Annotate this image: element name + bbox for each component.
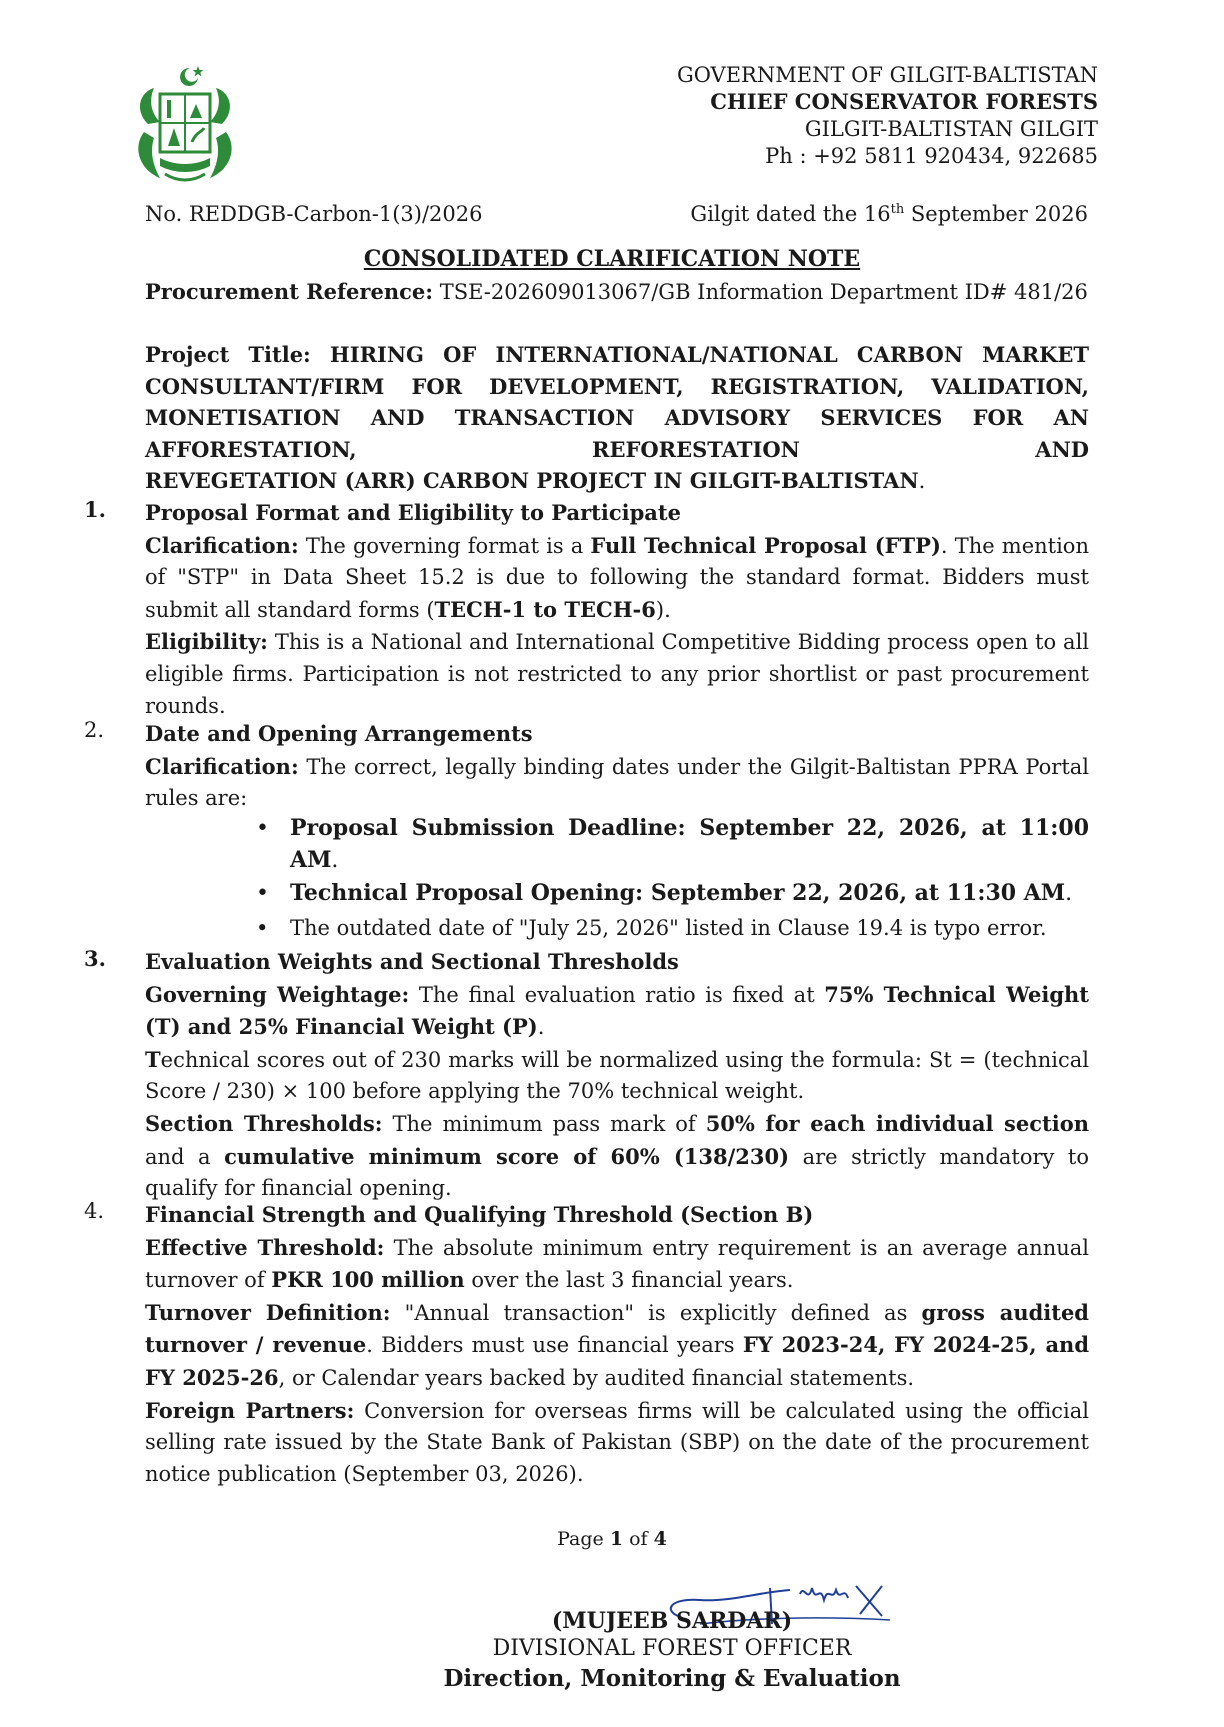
bullet-outdated-date: • The outdated date of "July 25, 2026" listed in Clause 19.4 is typo error. xyxy=(256,916,1047,940)
section-2-number: 2. xyxy=(84,718,105,742)
section-4-number: 4. xyxy=(84,1199,105,1223)
section-1-heading: Proposal Format and Eligibility to Participate xyxy=(145,500,681,525)
section-3 xyxy=(145,946,1089,1205)
project-title: Project Title: HIRING OF INTERNATIONAL/NATIONAL CARBON MARKET CONSULTANT/FIRM FOR DEVELOPMENT, REGISTRATION, VALIDATION, MONETISATION AND TRANSACTION ADVISORY SERVICES FOR AN AFFORESTATION, REFORESTATION AND REVEGETATION (ARR) CARBON PROJECT IN GILGIT-BALTISTAN. xyxy=(145,342,1089,494)
signatory-designation: DIVISIONAL FOREST OFFICER xyxy=(492,1636,852,1661)
page-number: Page 1 of 4 xyxy=(557,1528,667,1550)
section-1 xyxy=(145,497,1089,722)
reference-date: Gilgit dated the 16th September 2026 xyxy=(690,202,1088,226)
header-office: CHIEF CONSERVATOR FORESTS xyxy=(710,89,1098,114)
reference-number: No. REDDGB-Carbon-1(3)/2026 xyxy=(145,202,483,226)
section-3-number: 3. xyxy=(84,946,106,971)
signatory-name: (MUJEEB SARDAR) xyxy=(551,1608,793,1634)
section-3-normalization: Technical scores out of 230 marks will be normalized using the formula: St = (technical Score / 230) × 100 before applying the 70% technical weight. xyxy=(145,1046,1089,1104)
section-2-heading: Date and Opening Arrangements xyxy=(145,721,533,746)
procurement-reference: Procurement Reference: TSE-202609013067/GB Information Department ID# 481/26 xyxy=(145,279,1088,304)
section-4-turnover-definition: Turnover Definition: "Annual transaction" is explicitly defined as gross audited turnover / revenue. Bidders must use financial years FY 2023-24, FY 2024-25, and FY 2025-26, or Calendar years backed by audited financial statements. xyxy=(145,1299,1089,1390)
section-3-thresholds: Section Thresholds: The minimum pass mark of 50% for each individual section and a cumulative minimum score of 60% (138/230) are strictly mandatory to qualify for financial opening. xyxy=(145,1110,1089,1201)
section-2-clarification: Clarification: The correct, legally binding dates under the Gilgit-Baltistan PPRA Portal rules are: xyxy=(145,753,1089,811)
document-title: CONSOLIDATED CLARIFICATION NOTE xyxy=(363,246,861,272)
signatory-office: Direction, Monitoring & Evaluation xyxy=(443,1665,901,1692)
section-1-number: 1. xyxy=(84,497,106,522)
section-4-heading: Financial Strength and Qualifying Threshold (Section B) xyxy=(145,1202,814,1227)
header-location: GILGIT-BALTISTAN GILGIT xyxy=(804,117,1098,141)
bullet-submission-deadline: • Proposal Submission Deadline: September 22, 2026, at 11:00 AM. xyxy=(256,815,1089,873)
section-1-clarification: Clarification: The governing format is a Full Technical Proposal (FTP). The mention of "STP" in Data Sheet 15.2 is due to following the standard format. Bidders must submit all standard forms (TECH-1 to TECH-6). xyxy=(145,532,1089,622)
header-phone: Ph : +92 5811 920434, 922685 xyxy=(765,144,1098,168)
bullet-technical-opening: • Technical Proposal Opening: September 22, 2026, at 11:30 AM. xyxy=(256,880,1073,906)
section-3-weightage: Governing Weightage: The final evaluation ratio is fixed at 75% Technical Weight (T) and 25% Financial Weight (P). xyxy=(145,981,1090,1040)
header-government: GOVERNMENT OF GILGIT-BALTISTAN xyxy=(676,63,1098,87)
section-4-effective-threshold: Effective Threshold: The absolute minimum entry requirement is an average annual turnover of PKR 100 million over the last 3 financial years. xyxy=(145,1234,1089,1293)
section-3-heading: Evaluation Weights and Sectional Thresholds xyxy=(145,949,679,974)
section-4-foreign-partners: Foreign Partners: Conversion for overseas firms will be calculated using the official selling rate issued by the State Bank of Pakistan (SBP) on the date of the procurement notice publication (September 03, 2026). xyxy=(145,1397,1089,1486)
section-1-eligibility: Eligibility: This is a National and International Competitive Bidding process open to all eligible firms. Participation is not restricted to any prior shortlist or past procurement rounds. xyxy=(145,629,1089,718)
section-4 xyxy=(145,1199,1089,1490)
section-2 xyxy=(145,718,1089,815)
government-emblem xyxy=(130,62,240,192)
